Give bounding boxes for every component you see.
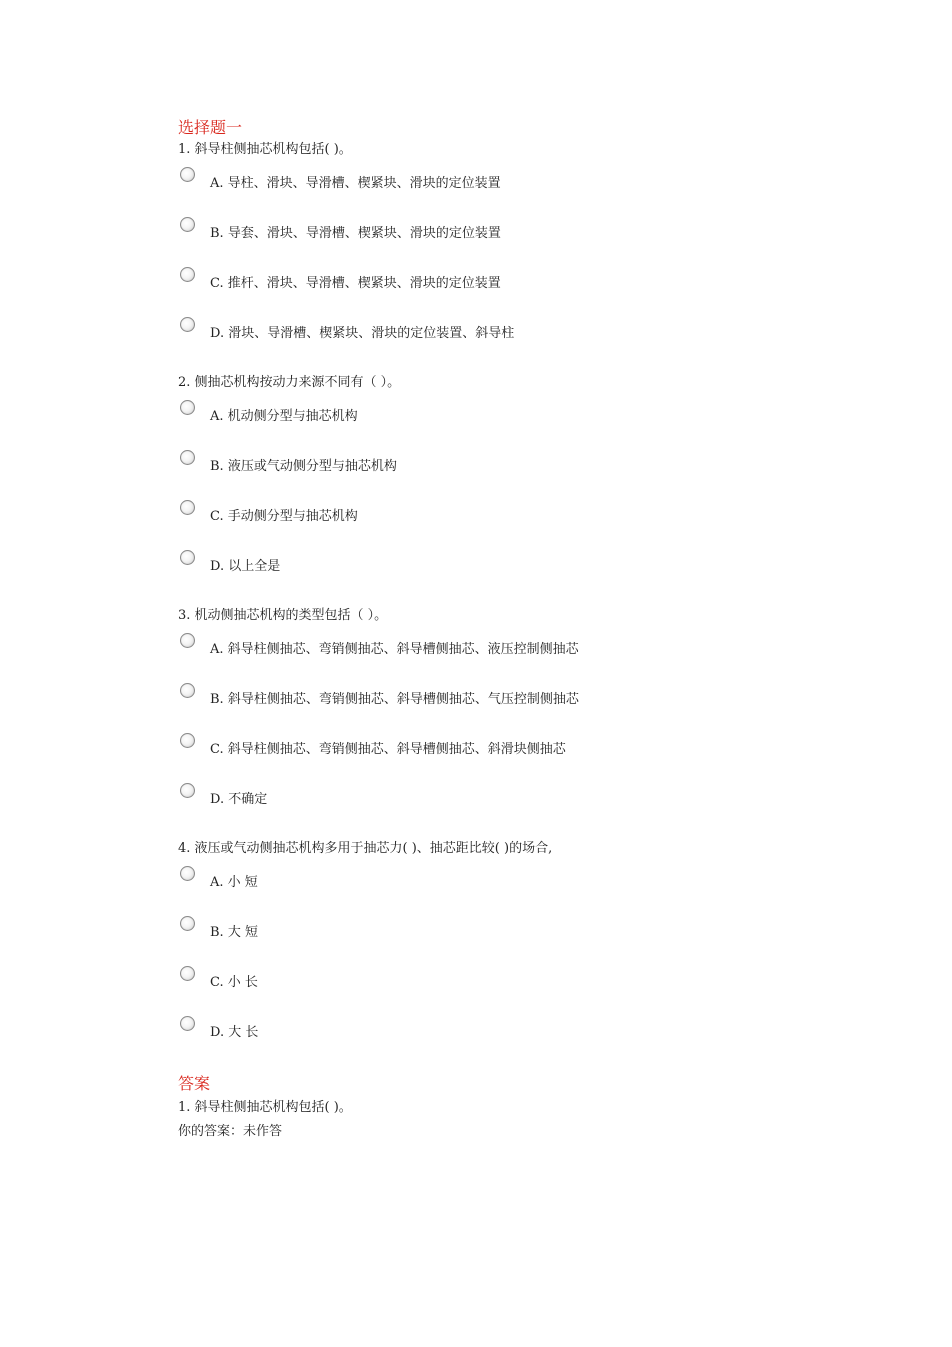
question-2 (178, 373, 898, 606)
option-2d[interactable] (178, 550, 898, 600)
option-label: B. 斜导柱侧抽芯、弯销侧抽芯、斜导槽侧抽芯、气压控制侧抽芯 (210, 692, 579, 707)
question-stem: 3. 机动侧抽芯机构的类型包括（ ）。 (178, 608, 388, 623)
option-list (178, 633, 898, 833)
radio-button-icon[interactable] (180, 966, 195, 981)
radio-button-icon[interactable] (180, 267, 195, 282)
option-4a[interactable] (178, 866, 898, 916)
question-stem: 2. 侧抽芯机构按动力来源不同有（ ）。 (178, 375, 401, 390)
option-4c[interactable] (178, 966, 898, 1016)
your-answer: 你的答案：未作答 (178, 1124, 283, 1139)
answer-title: 答案 (178, 1074, 211, 1093)
radio-button-icon[interactable] (180, 916, 195, 931)
question-1 (178, 140, 898, 373)
option-1d[interactable] (178, 317, 898, 367)
option-3a[interactable] (178, 633, 898, 683)
radio-button-icon[interactable] (180, 1016, 195, 1031)
question-3 (178, 606, 898, 839)
option-label: A. 导柱、滑块、导滑槽、楔紧块、滑块的定位装置 (210, 176, 501, 191)
section-title: 选择题一 (178, 118, 243, 137)
radio-button-icon[interactable] (180, 633, 195, 648)
option-label: D. 滑块、导滑槽、楔紧块、滑块的定位装置、斜导柱 (210, 326, 515, 341)
radio-button-icon[interactable] (180, 167, 195, 182)
radio-button-icon[interactable] (180, 450, 195, 465)
option-2a[interactable] (178, 400, 898, 450)
option-4b[interactable] (178, 916, 898, 966)
answer-question: 1. 斜导柱侧抽芯机构包括( )。 (178, 1100, 352, 1115)
option-4d[interactable] (178, 1016, 898, 1066)
exercise-page (178, 116, 898, 1144)
option-1b[interactable] (178, 217, 898, 267)
option-label: D. 以上全是 (210, 559, 281, 574)
option-label: C. 推杆、滑块、导滑槽、楔紧块、滑块的定位装置 (210, 276, 501, 291)
option-2c[interactable] (178, 500, 898, 550)
option-list (178, 167, 898, 367)
option-label: C. 小 长 (210, 975, 258, 990)
radio-button-icon[interactable] (180, 317, 195, 332)
question-stem: 4. 液压或气动侧抽芯机构多用于抽芯力( )、抽芯距比较( )的场合, (178, 841, 553, 856)
option-2b[interactable] (178, 450, 898, 500)
option-label: A. 小 短 (210, 875, 258, 890)
radio-button-icon[interactable] (180, 783, 195, 798)
radio-button-icon[interactable] (180, 550, 195, 565)
option-label: C. 手动侧分型与抽芯机构 (210, 509, 358, 524)
question-stem: 1. 斜导柱侧抽芯机构包括( )。 (178, 142, 352, 157)
option-label: A. 机动侧分型与抽芯机构 (210, 409, 358, 424)
radio-button-icon[interactable] (180, 683, 195, 698)
option-3d[interactable] (178, 783, 898, 833)
option-label: B. 液压或气动侧分型与抽芯机构 (210, 459, 397, 474)
option-label: C. 斜导柱侧抽芯、弯销侧抽芯、斜导槽侧抽芯、斜滑块侧抽芯 (210, 742, 566, 757)
radio-button-icon[interactable] (180, 866, 195, 881)
option-3b[interactable] (178, 683, 898, 733)
option-3c[interactable] (178, 733, 898, 783)
radio-button-icon[interactable] (180, 217, 195, 232)
radio-button-icon[interactable] (180, 500, 195, 515)
option-label: B. 导套、滑块、导滑槽、楔紧块、滑块的定位装置 (210, 226, 501, 241)
option-label: B. 大 短 (210, 925, 258, 940)
option-1c[interactable] (178, 267, 898, 317)
radio-button-icon[interactable] (180, 733, 195, 748)
option-label: D. 大 长 (210, 1025, 259, 1040)
option-list (178, 866, 898, 1066)
radio-button-icon[interactable] (180, 400, 195, 415)
question-4 (178, 839, 898, 1072)
option-label: D. 不确定 (210, 792, 268, 807)
answer-section (178, 1072, 898, 1144)
option-1a[interactable] (178, 167, 898, 217)
option-list (178, 400, 898, 600)
option-label: A. 斜导柱侧抽芯、弯销侧抽芯、斜导槽侧抽芯、液压控制侧抽芯 (210, 642, 579, 657)
